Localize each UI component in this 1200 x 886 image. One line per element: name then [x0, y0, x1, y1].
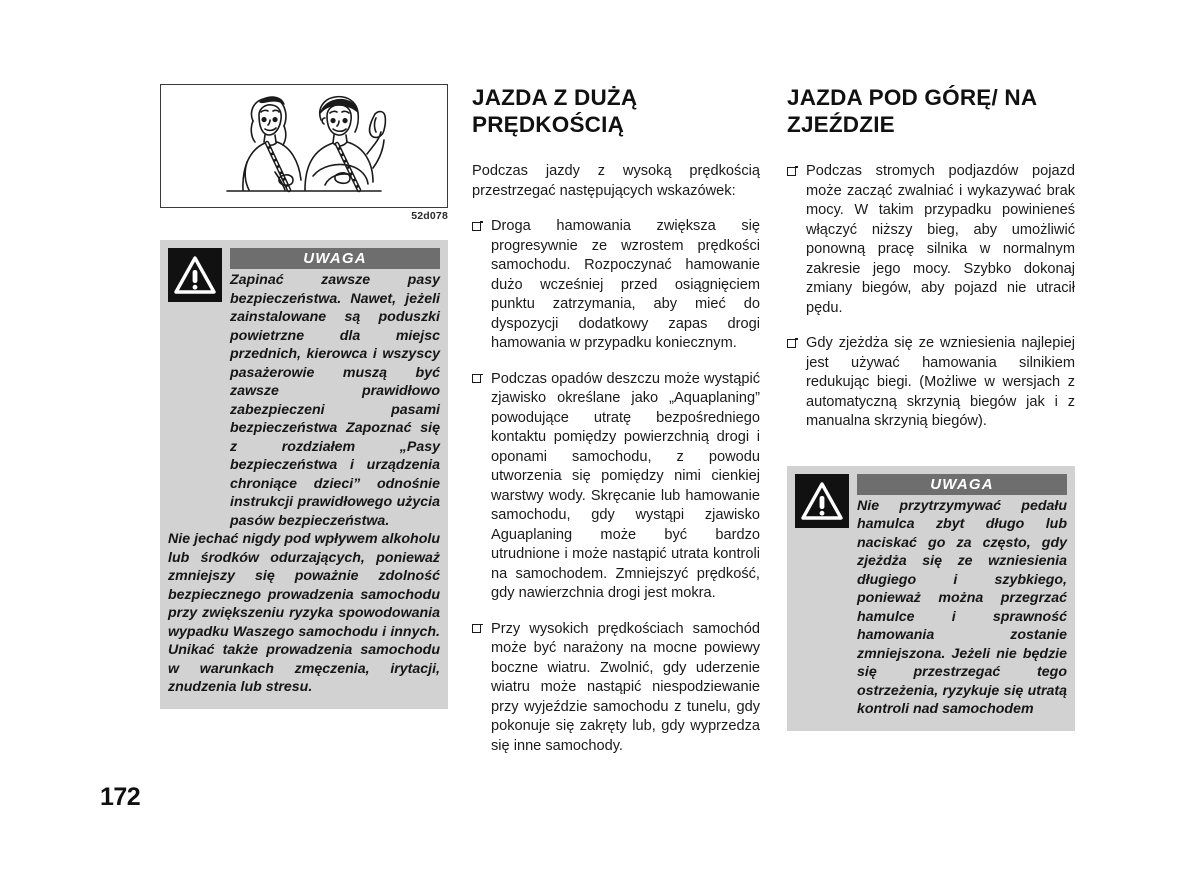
section-title-high-speed-driving: JAZDA Z DUŻĄ PRĘDKOŚCIĄ	[472, 85, 638, 137]
warning-body	[160, 530, 448, 697]
warning-lead-text: Zapinać zawsze pasy bezpieczeństwa. Nawet, jeżeli zainstalowane są poduszki powietrzne dla miejsc przednich, kierowca i wszyscy pasażerowie muszą być zawsze prawidłowo zabezpieczeni pasami bezpieczeństwa Zapoznać się z rozdziałem „Pasy bezpieczeństwa i urządzenia chroniące dzieci” odnośnie instrukcji prawidłowego użycia pasów bezpieczeństwa.	[230, 272, 440, 529]
list-item-text: Przy wysokich prędkościach samochód może być narażony na mocne powiewy boczne wiatru. Zwolnić, gdy uderzenie wiatru może nastąpić niespodziewanie przy wyjeździe samochodu z tunelu, gdy pokonuje się zakręty lub, gdy wyprzedza się inne samochody.	[491, 620, 760, 754]
figure-caption: 52d078	[411, 210, 448, 222]
list-item-text: Gdy zjeżdża się ze wzniesienia najlepiej jest używać hamowania silnikiem redukując biegi. (Możliwe w wersjach z automatyczną skrzynią biegów jak i z manualna skrzynią biegów).	[806, 335, 1075, 429]
square-bullet-icon	[472, 624, 481, 633]
warning-triangle-icon	[795, 474, 849, 528]
warning-box-seatbelts	[160, 240, 448, 709]
warning-box-brakes	[787, 466, 1075, 731]
square-bullet-icon	[787, 167, 796, 176]
square-bullet-icon	[472, 374, 481, 383]
list-item-text: Podczas stromych podjazdów pojazd może zacząć zwalniać i wykazywać brak mocy. W takim przypadku powinieneś włączyć niższy bieg, aby umożliwić ponowną pracę silnika w normalnym zakresie jego mocy. Szybko dokonaj zmiany biegów, aby pojazd nie utracił pędu.	[806, 163, 1075, 316]
left-column	[160, 84, 460, 709]
list-item	[472, 370, 760, 604]
warning-header	[787, 466, 1075, 719]
intro-paragraph: Podczas jazdy z wysoką prędkością przestrzegać następujących wskazówek:	[472, 163, 760, 199]
square-bullet-icon	[787, 339, 796, 348]
square-bullet-icon	[472, 222, 481, 231]
warning-triangle-icon	[168, 248, 222, 302]
seatbelt-illustration	[160, 84, 448, 208]
checklist-uphill-downhill	[787, 162, 1075, 432]
section-title-uphill-downhill-driving: JAZDA POD GÓRĘ/ NA ZJEŹDZIE	[787, 85, 1037, 137]
page-number: 172	[100, 783, 141, 811]
checklist-high-speed	[472, 217, 760, 756]
warning-title-bar	[230, 248, 440, 269]
list-item	[787, 334, 1075, 432]
list-item	[472, 217, 760, 354]
warning-title: UWAGA	[930, 475, 994, 493]
list-item	[472, 620, 760, 757]
list-item-text: Droga hamowania zwiększa się progresywnie ze wzrostem prędkości samochodu. Rozpoczynać hamowanie dużo wcześniej przed osiągnięciem punktu zatrzymania, aby mieć do dyspozycji dodatkowy zapas drogi hamowania w przypadku koniecznym.	[491, 218, 760, 351]
warning-title-bar	[857, 474, 1067, 495]
warning-header	[160, 240, 448, 530]
right-column	[787, 84, 1075, 731]
list-item-text: Podczas opadów deszczu może wystąpić zjawisko określane jako „Aquaplaning” powodujące utratę bezpośredniego kontaktu pomiędzy powierzchnią drogi i oponami samochodu, z powodu utworzenia się pomiędzy nimi cienkiej warstwy wody. Skręcanie lub hamowanie samochodu, gdy wystąpi zjawisko Aguaplaning może być bardzo utrudnione i może nastąpić utrata kontroli na samochodem. Zmniejszyć prędkość, gdy nawierzchnia drogi jest mokra.	[491, 370, 760, 601]
warning-lead-text: Nie przytrzymywać pedału hamulca zbyt długo lub naciskać go za często, gdy zjeżdża się ze wzniesienia długiego i szybkiego, ponieważ można przegrzać hamulce i sprawność hamowania zostanie zmniejszona. Jeżeli nie będzie się przestrzegać tego ostrzeżenia, ryzykuje się utratą kontroli nad samochodem	[857, 497, 1067, 717]
middle-column	[472, 84, 760, 756]
list-item	[787, 162, 1075, 318]
warning-paragraph: Nie jechać nigdy pod wpływem alkoholu lub środków odurzających, ponieważ zmniejszy się poważnie zdolność bezpiecznego prowadzenia samochodu przy zwiększeniu ryzyka spowodowania wypadku Waszego samochodu i innych. Unikać także prowadzenia samochodu w warunkach zmęczenia, irytacji, znudzenia lub stresu.	[168, 531, 440, 695]
warning-title: UWAGA	[303, 250, 367, 267]
